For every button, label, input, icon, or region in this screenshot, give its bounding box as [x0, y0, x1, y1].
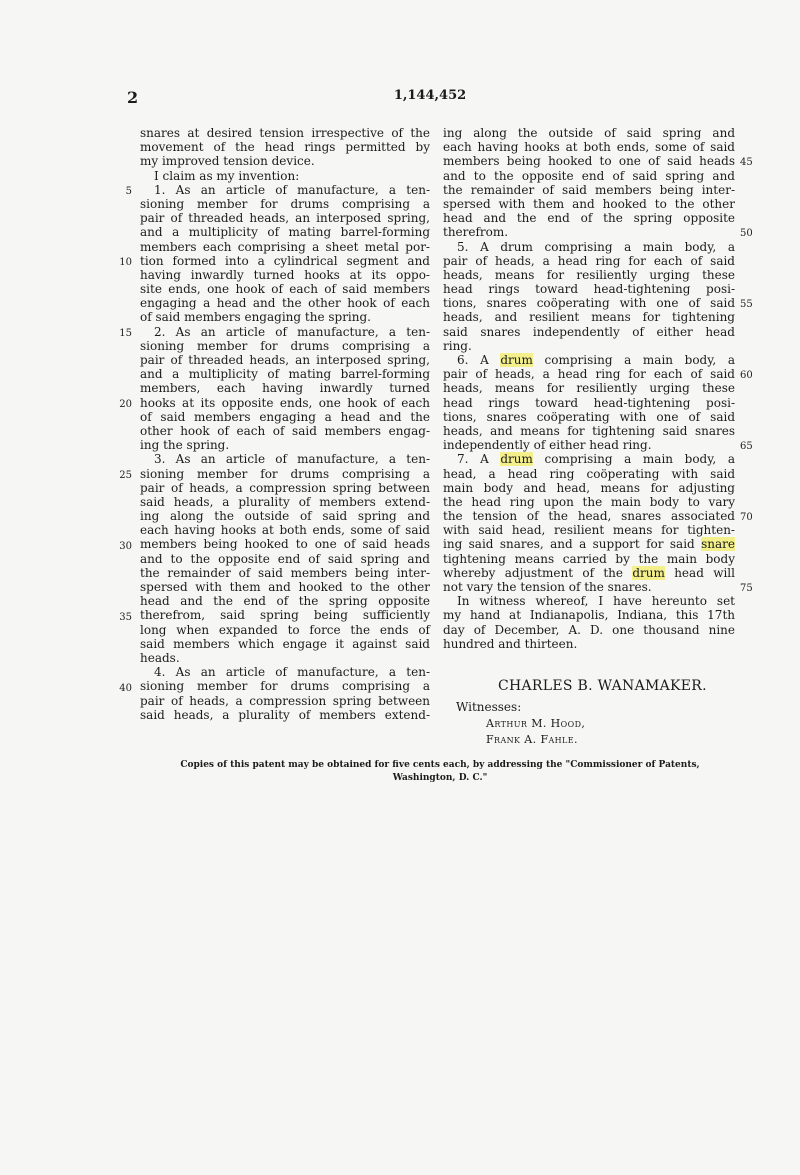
- search-highlight: snare: [701, 537, 735, 552]
- margin-line-number: 70: [740, 512, 753, 524]
- text-line: the head ring upon the main body to vary: [443, 494, 735, 509]
- right-text-column: [443, 126, 735, 651]
- margin-line-number: 35: [119, 611, 132, 623]
- margin-line-number: 75: [740, 583, 753, 595]
- text-line: members each comprising a sheet metal por-: [140, 239, 430, 254]
- text-line: 3. As an article of manufacture, a ten-: [154, 452, 430, 467]
- text-line: tion formed into a cylindrical segment and: [140, 253, 430, 268]
- text-line: of said members engaging the spring.: [140, 310, 371, 325]
- text-line: the remainder of said members being inter-: [443, 182, 735, 197]
- text-line: my hand at Indianapolis, Indiana, this 17th: [443, 608, 735, 623]
- text-line: the tension of the head, snares associated: [443, 509, 735, 524]
- text-line: engaging a head and the other hook of each: [140, 296, 430, 311]
- text-line: 1. As an article of manufacture, a ten-: [154, 182, 430, 197]
- text-line: 4. As an article of manufacture, a ten-: [154, 665, 430, 680]
- text-line: pair of heads, a head ring for each of said: [443, 253, 735, 268]
- margin-line-number: 25: [119, 469, 132, 481]
- text-line: each having hooks at both ends, some of said: [443, 140, 735, 155]
- text-line: not vary the tension of the snares.: [443, 580, 652, 594]
- text-line: of said members engaging a head and the: [140, 409, 430, 424]
- text-line: heads, means for resiliently urging these: [443, 267, 735, 282]
- text-line: pair of threaded heads, an interposed spring,: [140, 211, 430, 226]
- text-line: said members which engage it against said: [140, 636, 430, 651]
- text-line: site ends, one hook of each of said members: [140, 282, 430, 297]
- text-line: spersed with them and hooked to the other: [140, 580, 430, 594]
- left-text-column: [140, 126, 430, 722]
- margin-line-number: 10: [119, 256, 132, 268]
- margin-line-number: 15: [119, 327, 132, 339]
- text-line: heads, and resilient means for tightening: [443, 310, 735, 325]
- margin-line-number: 40: [119, 682, 132, 694]
- search-highlight: drum: [632, 565, 665, 580]
- margin-line-number: 60: [740, 370, 753, 382]
- text-line: long when expanded to force the ends of: [140, 622, 430, 637]
- text-line: therefrom.: [443, 225, 509, 240]
- text-line: tions, snares coöperating with one of said: [443, 409, 735, 424]
- text-line: sioning member for drums comprising a: [140, 196, 430, 211]
- text-line: with said head, resilient means for tighten-: [443, 523, 735, 538]
- text-line: 5. A drum comprising a main body, a: [457, 239, 735, 254]
- text-line: ing along the outside of said spring and: [140, 509, 430, 524]
- witness-name: Arthur M. Hood,: [486, 717, 586, 730]
- search-highlight: drum: [500, 452, 533, 467]
- text-line: In witness whereof, I have hereunto set: [457, 594, 735, 609]
- text-line: I claim as my invention:: [154, 168, 300, 183]
- witnesses-label: Witnesses:: [456, 700, 522, 714]
- text-line: pair of heads, a compression spring between: [140, 480, 430, 495]
- text-line: 2. As an article of manufacture, a ten-: [154, 324, 430, 339]
- text-line: pair of heads, a head ring for each of said: [443, 367, 735, 382]
- witness-name: Frank A. Fahle.: [486, 733, 578, 746]
- text-line: 7. A drum comprising a main body, a: [457, 452, 736, 467]
- text-line: and to the opposite end of said spring and: [443, 168, 735, 183]
- text-line: having inwardly turned hooks at its oppo-: [140, 267, 430, 282]
- text-line: and to the opposite end of said spring and: [140, 551, 430, 566]
- text-line: tions, snares coöperating with one of said: [443, 296, 735, 311]
- text-line: hundred and thirteen.: [443, 636, 578, 651]
- text-line: movement of the head rings permitted by: [140, 140, 430, 155]
- text-line: main body and head, means for adjusting: [443, 480, 735, 495]
- footer-address: Washington, D. C.": [392, 773, 488, 783]
- text-line: said heads, a plurality of members extend-: [140, 494, 430, 509]
- text-line: each having hooks at both ends, some of said: [140, 523, 430, 538]
- text-line: head rings toward head-tightening posi-: [443, 395, 735, 410]
- text-line: members, each having inwardly turned: [140, 381, 430, 396]
- text-line: ing along the outside of said spring and: [443, 126, 735, 140]
- text-line: pair of heads, a compression spring between: [140, 693, 430, 708]
- text-line: snares at desired tension irrespective of the: [140, 126, 430, 140]
- text-line: independently of either head ring.: [443, 438, 652, 453]
- text-line: day of December, A. D. one thousand nine: [443, 622, 735, 637]
- text-line: heads, and means for tightening said snares: [443, 423, 735, 438]
- text-line: therefrom, said spring being sufficiently: [140, 608, 430, 623]
- margin-line-number: 45: [740, 157, 753, 169]
- margin-line-number: 5: [125, 185, 132, 197]
- text-line: 6. A drum comprising a main body, a: [457, 353, 736, 367]
- text-line: head rings toward head-tightening posi-: [443, 282, 735, 297]
- margin-line-number: 50: [740, 228, 753, 240]
- margin-line-number: 20: [119, 398, 132, 410]
- margin-line-number: 30: [119, 540, 132, 552]
- text-line: head and the end of the spring opposite: [140, 594, 430, 609]
- text-line: tightening means carried by the main body: [443, 551, 735, 566]
- text-line: pair of threaded heads, an interposed spring,: [140, 353, 430, 367]
- text-line: members being hooked to one of said heads: [443, 154, 735, 169]
- inventor-signature: CHARLES B. WANAMAKER.: [498, 678, 707, 694]
- text-line: heads, means for resiliently urging these: [443, 381, 735, 396]
- text-line: the remainder of said members being inter-: [140, 565, 430, 580]
- text-line: whereby adjustment of the drum head will: [443, 565, 735, 580]
- text-line: and a multiplicity of mating barrel-forming: [140, 367, 430, 382]
- margin-line-number: 65: [740, 441, 753, 453]
- text-line: sioning member for drums comprising a: [140, 338, 430, 353]
- search-highlight: drum: [500, 353, 533, 367]
- text-line: my improved tension device.: [140, 154, 315, 169]
- text-line: said heads, a plurality of members extend-: [140, 707, 430, 722]
- text-line: hooks at its opposite ends, one hook of each: [140, 395, 430, 410]
- text-line: ring.: [443, 338, 472, 353]
- text-line: said snares independently of either head: [443, 324, 735, 339]
- text-line: members being hooked to one of said heads: [140, 537, 430, 552]
- page-number: 2: [127, 88, 139, 107]
- margin-line-number: 55: [740, 299, 753, 311]
- text-line: head, a head ring coöperating with said: [443, 466, 735, 481]
- text-line: spersed with them and hooked to the other: [443, 196, 735, 211]
- patent-number: 1,144,452: [393, 88, 467, 103]
- text-line: sioning member for drums comprising a: [140, 679, 430, 694]
- text-line: heads.: [140, 650, 180, 665]
- footer-notice: Copies of this patent may be obtained for five cents each, by addressing the "Commissioner of Patents,: [180, 760, 700, 770]
- text-line: sioning member for drums comprising a: [140, 466, 430, 481]
- text-line: other hook of each of said members engag-: [140, 423, 430, 438]
- text-line: head and the end of the spring opposite: [443, 211, 735, 226]
- text-line: ing said snares, and a support for said snare: [443, 537, 735, 552]
- text-line: ing the spring.: [140, 438, 230, 453]
- text-line: and a multiplicity of mating barrel-forming: [140, 225, 430, 240]
